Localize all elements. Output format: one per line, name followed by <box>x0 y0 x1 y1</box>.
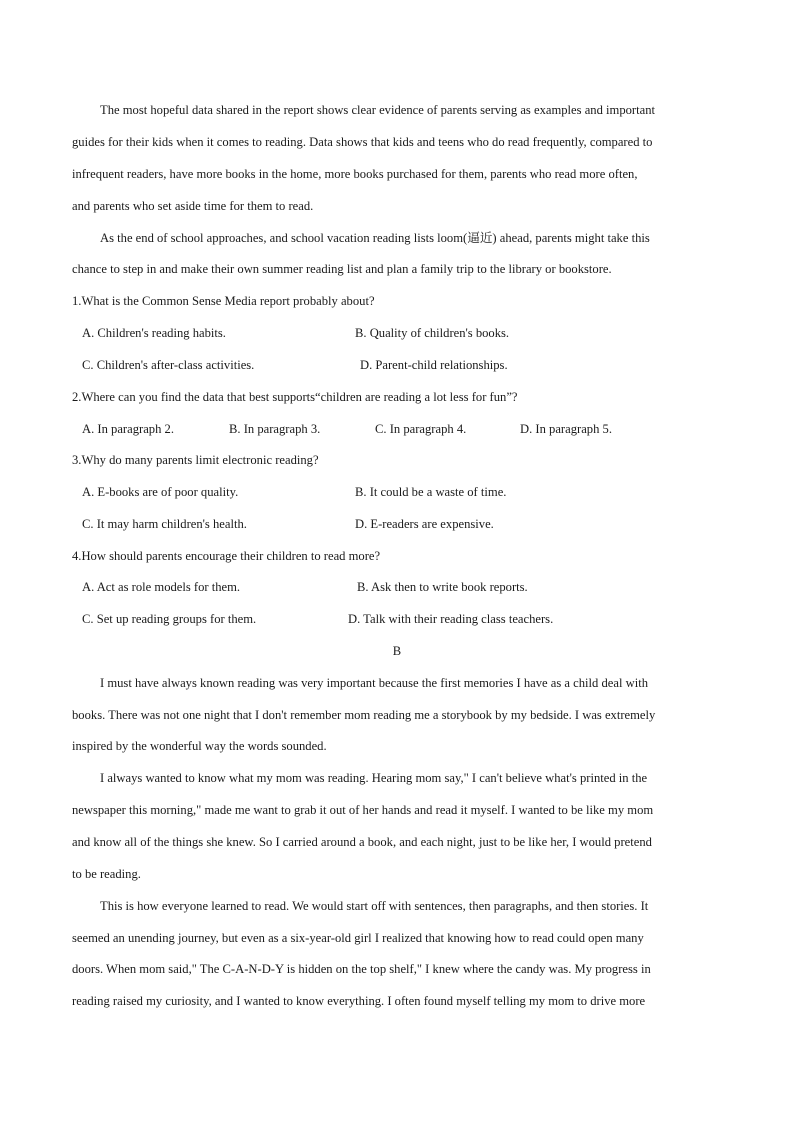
question-4-option-d: D. Talk with their reading class teachers. <box>348 612 554 626</box>
question-3-stem: 3.Why do many parents limit electronic reading? <box>72 453 319 467</box>
section-b-para3-line: reading raised my curiosity, and I wanted to know everything. I often found myself telling my mom to drive more <box>72 994 646 1008</box>
passage-a-para2-line: As the end of school approaches, and school vacation reading lists loom(逼近) ahead, parents might take this <box>100 231 650 245</box>
section-b-para2-line: and know all of the things she knew. So I carried around a book, and each night, just to be like her, I would pretend <box>72 835 652 849</box>
question-4-option-a: A. Act as role models for them. <box>82 580 241 594</box>
section-b-para2-line: I always wanted to know what my mom was reading. Hearing mom say," I can't believe what's printed in the <box>100 771 648 785</box>
question-4-option-b: B. Ask then to write book reports. <box>357 580 528 594</box>
question-1-option-a: A. Children's reading habits. <box>82 326 226 340</box>
section-b-para2-line: to be reading. <box>72 867 141 881</box>
section-b-para1-line: books. There was not one night that I don't remember mom reading me a storybook by my bedside. I was extremely <box>72 708 656 722</box>
passage-a-para1-line: The most hopeful data shared in the report shows clear evidence of parents serving as examples and important <box>100 103 655 117</box>
question-4-option-c: C. Set up reading groups for them. <box>82 612 257 626</box>
section-b-para3-line: doors. When mom said," The C-A-N-D-Y is hidden on the top shelf," I knew where the candy was. My progress in <box>72 962 651 976</box>
question-3-option-a: A. E-books are of poor quality. <box>82 485 239 499</box>
passage-a-para1-line: infrequent readers, have more books in the home, more books purchased for them, parents who read more often, <box>72 167 638 181</box>
question-2-option-c: C. In paragraph 4. <box>375 422 467 436</box>
section-b-para3-line: seemed an unending journey, but even as a six-year-old girl I realized that knowing how to read could open many <box>72 931 644 945</box>
section-b-para3-line: This is how everyone learned to read. We would start off with sentences, then paragraphs, and then stories. It <box>100 899 649 913</box>
question-1-option-d: D. Parent-child relationships. <box>360 358 508 372</box>
question-2-option-d: D. In paragraph 5. <box>520 422 612 436</box>
question-3-option-d: D. E-readers are expensive. <box>355 517 494 531</box>
passage-a-para2-line: chance to step in and make their own summer reading list and plan a family trip to the library or bookstore. <box>72 262 612 276</box>
section-b-heading: B <box>392 644 402 658</box>
question-1-stem: 1.What is the Common Sense Media report probably about? <box>72 294 375 308</box>
question-2-stem: 2.Where can you find the data that best supports“children are reading a lot less for fun”? <box>72 390 518 404</box>
question-2-option-b: B. In paragraph 3. <box>229 422 321 436</box>
question-4-stem: 4.How should parents encourage their children to read more? <box>72 549 381 563</box>
section-b-para1-line: I must have always known reading was very important because the first memories I have as a child deal with <box>100 676 649 690</box>
question-1-option-b: B. Quality of children's books. <box>355 326 510 340</box>
question-3-option-c: C. It may harm children's health. <box>82 517 247 531</box>
question-2-option-a: A. In paragraph 2. <box>82 422 174 436</box>
question-1-option-c: C. Children's after-class activities. <box>82 358 255 372</box>
passage-a-para1-line: and parents who set aside time for them to read. <box>72 199 314 213</box>
section-b-para2-line: newspaper this morning," made me want to grab it out of her hands and read it myself. I wanted to be like my mom <box>72 803 654 817</box>
passage-a-para1-line: guides for their kids when it comes to reading. Data shows that kids and teens who do read frequently, compared to <box>72 135 653 149</box>
question-3-option-b: B. It could be a waste of time. <box>355 485 507 499</box>
section-b-para1-line: inspired by the wonderful way the words sounded. <box>72 739 327 753</box>
